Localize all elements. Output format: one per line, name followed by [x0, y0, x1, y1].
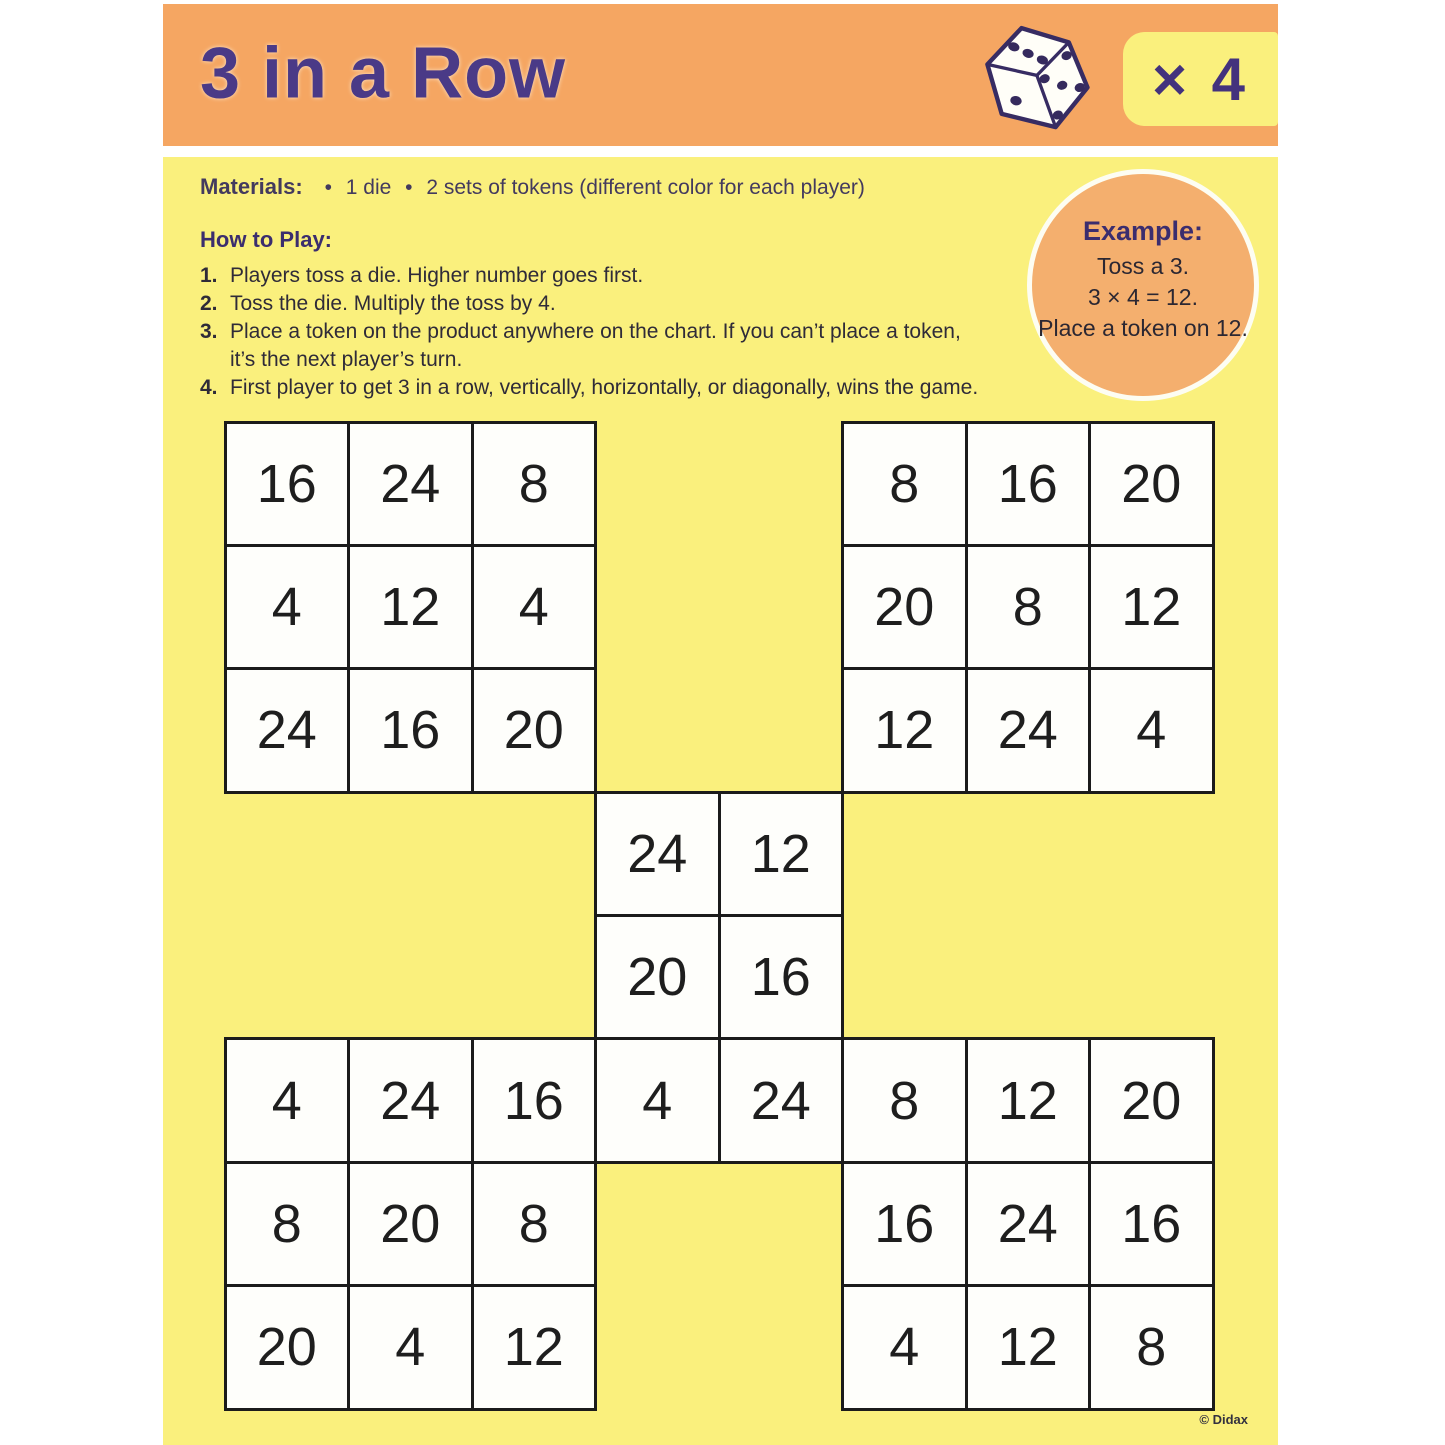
board-cell: 16 — [718, 914, 845, 1040]
how-to-play-section — [200, 227, 1030, 402]
step-text: First player to get 3 in a row, vertically, horizontally, or diagonally, wins the game. — [230, 376, 979, 399]
board-cell: 4 — [224, 544, 351, 670]
step-text: Players toss a die. Higher number goes first. — [230, 264, 644, 287]
board-cell: 20 — [594, 914, 721, 1040]
board-cell: 12 — [965, 1284, 1092, 1410]
board-cell: 4 — [224, 1037, 351, 1163]
example-line: Toss a 3. — [1096, 253, 1190, 279]
board-cell: 20 — [224, 1284, 351, 1410]
board-cell: 24 — [347, 1037, 474, 1163]
how-to-play-heading: How to Play: — [200, 227, 333, 252]
board-cell: 4 — [471, 544, 598, 670]
board-cell: 16 — [1088, 1161, 1215, 1287]
board-cell: 8 — [1088, 1284, 1215, 1410]
board-cell: 24 — [347, 421, 474, 547]
board-cell: 16 — [471, 1037, 598, 1163]
board-cell: 12 — [1088, 544, 1215, 670]
step-text: Toss the die. Multiply the toss by 4. — [230, 292, 556, 315]
sheet-body — [163, 157, 1278, 1445]
board-cell: 24 — [965, 1161, 1092, 1287]
board-cell: 16 — [347, 667, 474, 793]
step-text: Place a token on the product anywhere on the chart. If you can’t place a token, it’s the next player’s turn. — [230, 320, 961, 371]
example-heading: Example: — [1082, 216, 1204, 246]
board-cell: 8 — [841, 1037, 968, 1163]
materials-line — [200, 174, 865, 200]
board-cell: 24 — [965, 667, 1092, 793]
how-to-play-step — [200, 318, 1030, 374]
step-number: 4. — [200, 376, 218, 399]
materials-item: 1 die — [345, 176, 392, 199]
step-number: 2. — [200, 292, 218, 315]
bullet-icon: • — [405, 176, 413, 199]
board-cell: 8 — [965, 544, 1092, 670]
board-cell: 12 — [718, 791, 845, 917]
board-cell: 20 — [1088, 421, 1215, 547]
bullet-icon: • — [324, 176, 332, 199]
board-cell: 20 — [347, 1161, 474, 1287]
board-cell: 24 — [224, 667, 351, 793]
board-cell: 24 — [594, 791, 721, 917]
board-cell: 12 — [841, 667, 968, 793]
multiplier-label: × 4 — [1151, 45, 1250, 113]
board-cell: 20 — [841, 544, 968, 670]
header-band — [163, 4, 1278, 146]
how-to-play-step — [200, 262, 1030, 290]
copyright: © Didax — [1199, 1412, 1248, 1427]
board-cell: 8 — [471, 1161, 598, 1287]
board-cell: 12 — [471, 1284, 598, 1410]
die-icon — [983, 24, 1093, 140]
step-number: 1. — [200, 264, 218, 287]
example-circle — [1027, 169, 1259, 401]
board-cell: 4 — [594, 1037, 721, 1163]
board-cell: 4 — [841, 1284, 968, 1410]
board-cell: 16 — [224, 421, 351, 547]
board-cell: 8 — [841, 421, 968, 547]
board-cell: 16 — [841, 1161, 968, 1287]
game-board — [225, 422, 1213, 1409]
board-cell: 16 — [965, 421, 1092, 547]
page-title: 3 in a Row — [200, 33, 567, 114]
example-line: 3 × 4 = 12. — [1088, 284, 1198, 310]
board-cell: 20 — [1088, 1037, 1215, 1163]
board-cell: 8 — [224, 1161, 351, 1287]
materials-item: 2 sets of tokens (different color for each player) — [426, 176, 865, 199]
how-to-play-step — [200, 290, 1030, 318]
multiplier-badge — [1123, 32, 1278, 126]
how-to-play-step — [200, 374, 1030, 402]
board-cell: 4 — [347, 1284, 474, 1410]
board-cell: 12 — [347, 544, 474, 670]
board-cell: 20 — [471, 667, 598, 793]
board-cell: 24 — [718, 1037, 845, 1163]
example-line: Place a token on 12. — [1038, 315, 1248, 341]
board-cell: 12 — [965, 1037, 1092, 1163]
board-cell: 8 — [471, 421, 598, 547]
board-cell: 4 — [1088, 667, 1215, 793]
materials-label: Materials: — [200, 174, 303, 199]
step-number: 3. — [200, 320, 218, 343]
